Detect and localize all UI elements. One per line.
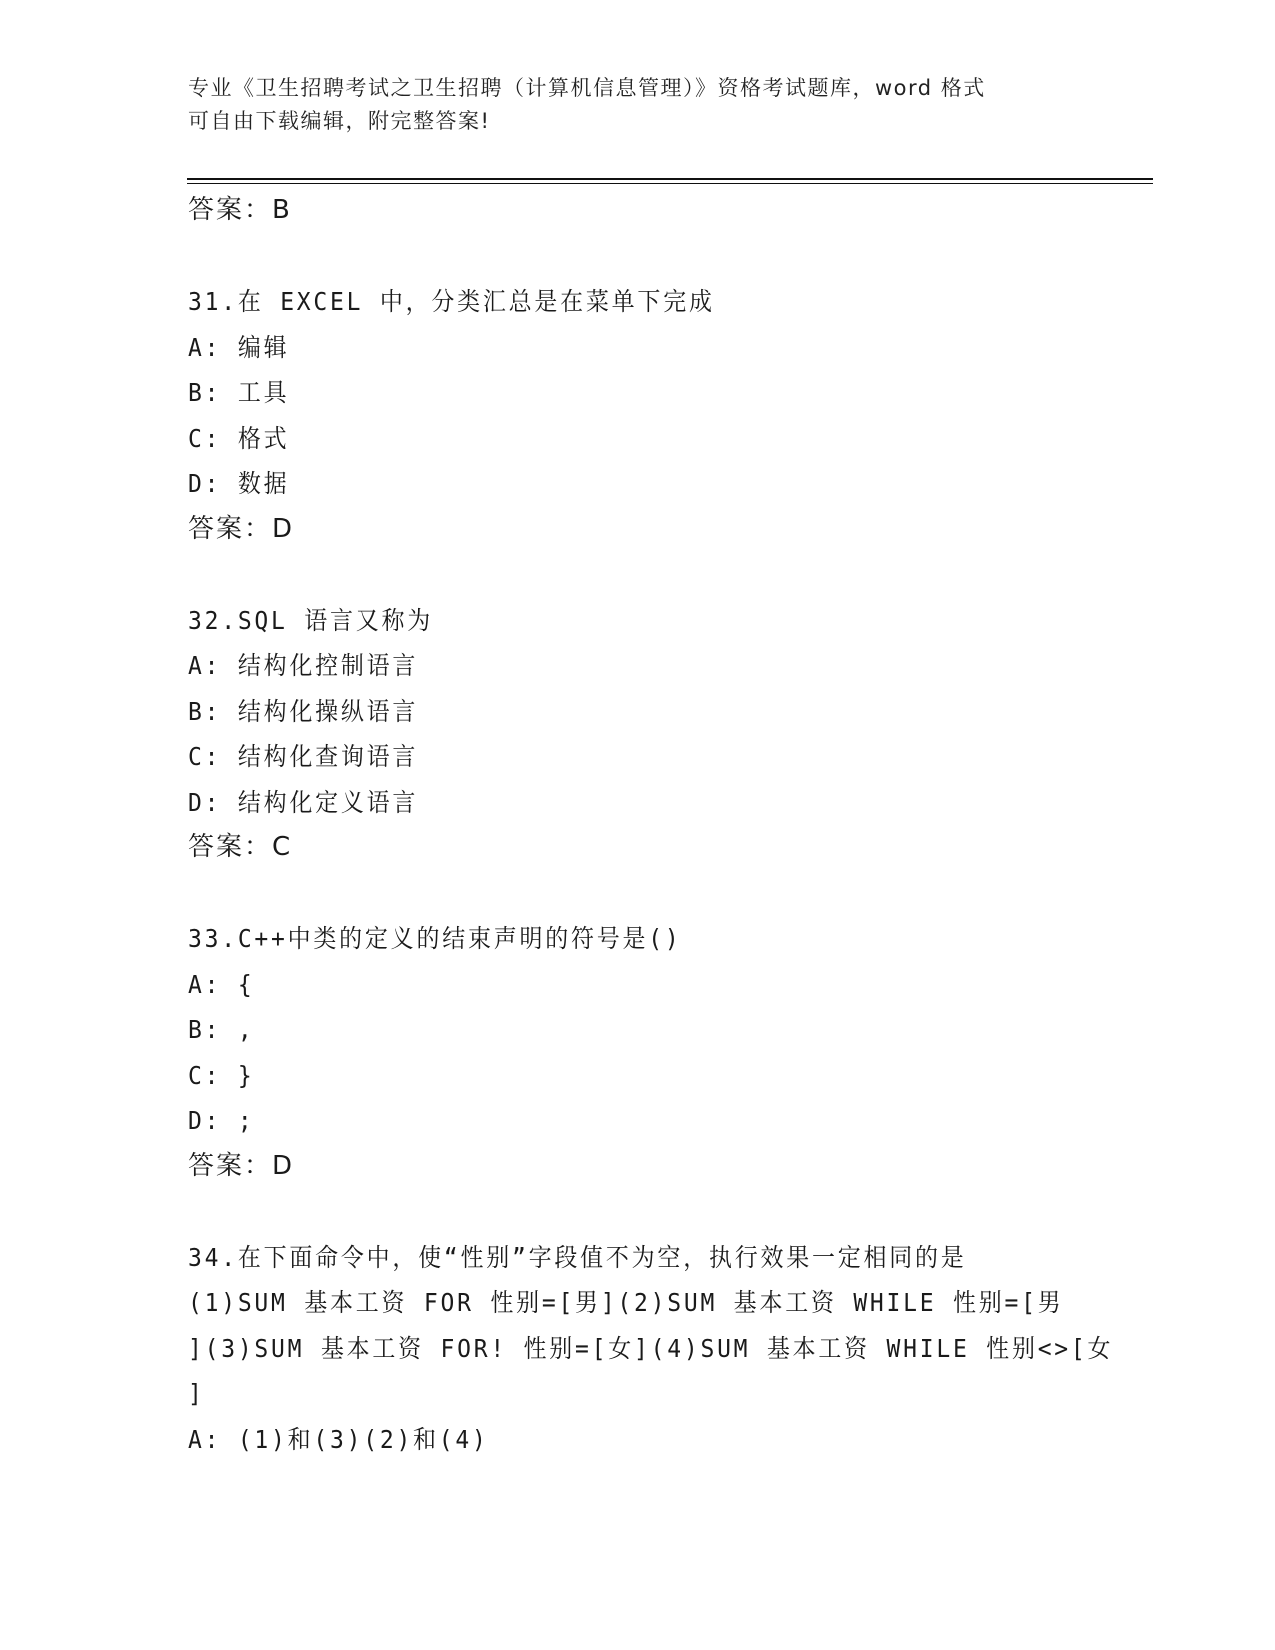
question-32 [188,598,1088,871]
option-b: B: 工具 [188,378,290,407]
question-stem-line-2: (1)SUM 基本工资 FOR 性别=[男](2)SUM 基本工资 WHILE 性别=[男 [188,1288,1064,1317]
option-c: C: 格式 [188,423,290,453]
option-a: A: 结构化控制语言 [188,651,419,680]
document-header [188,72,1088,138]
header-divider-thin [187,183,1153,184]
previous-answer: 答案：B [188,195,292,225]
question-34 [188,1235,1114,1463]
option-d: D: 数据 [188,469,290,498]
answer: 答案：C [188,832,293,862]
question-stem-line-4: ] [188,1379,205,1408]
question-31 [188,279,1088,552]
question-stem: 33.C++中类的定义的结束声明的符号是() [188,924,682,953]
option-a: A: (1)和(3)(2)和(4) [188,1424,489,1454]
question-stem-line-1: 34.在下面命令中，使“性别”字段值不为空，执行效果一定相同的是 [188,1242,967,1272]
header-line-2: 可自由下载编辑，附完整答案! [188,109,491,133]
question-stem-line-3: ](3)SUM 基本工资 FOR! 性别=[女](4)SUM 基本工资 WHILE 性别<>[女 [188,1333,1114,1363]
option-d: D: 结构化定义语言 [188,787,419,817]
option-d: D: ; [188,1106,255,1135]
option-b: B: , [188,1015,255,1044]
answer: 答案：D [188,513,295,544]
answer: 答案：D [188,1150,295,1181]
option-a: A: { [188,969,255,999]
header-divider [187,178,1153,180]
question-stem: 31.在 EXCEL 中，分类汇总是在菜单下完成 [188,287,715,316]
header-line-1: 专业《卫生招聘考试之卫生招聘（计算机信息管理）》资格考试题库，word 格式 [188,76,986,100]
question-list [188,188,1114,1462]
option-b: B: 结构化操纵语言 [188,696,419,726]
question-stem: 32.SQL 语言又称为 [188,605,434,635]
question-33 [188,916,1088,1189]
option-a: A: 编辑 [188,332,290,362]
option-c: C: } [188,1060,255,1090]
option-c: C: 结构化查询语言 [188,742,419,771]
